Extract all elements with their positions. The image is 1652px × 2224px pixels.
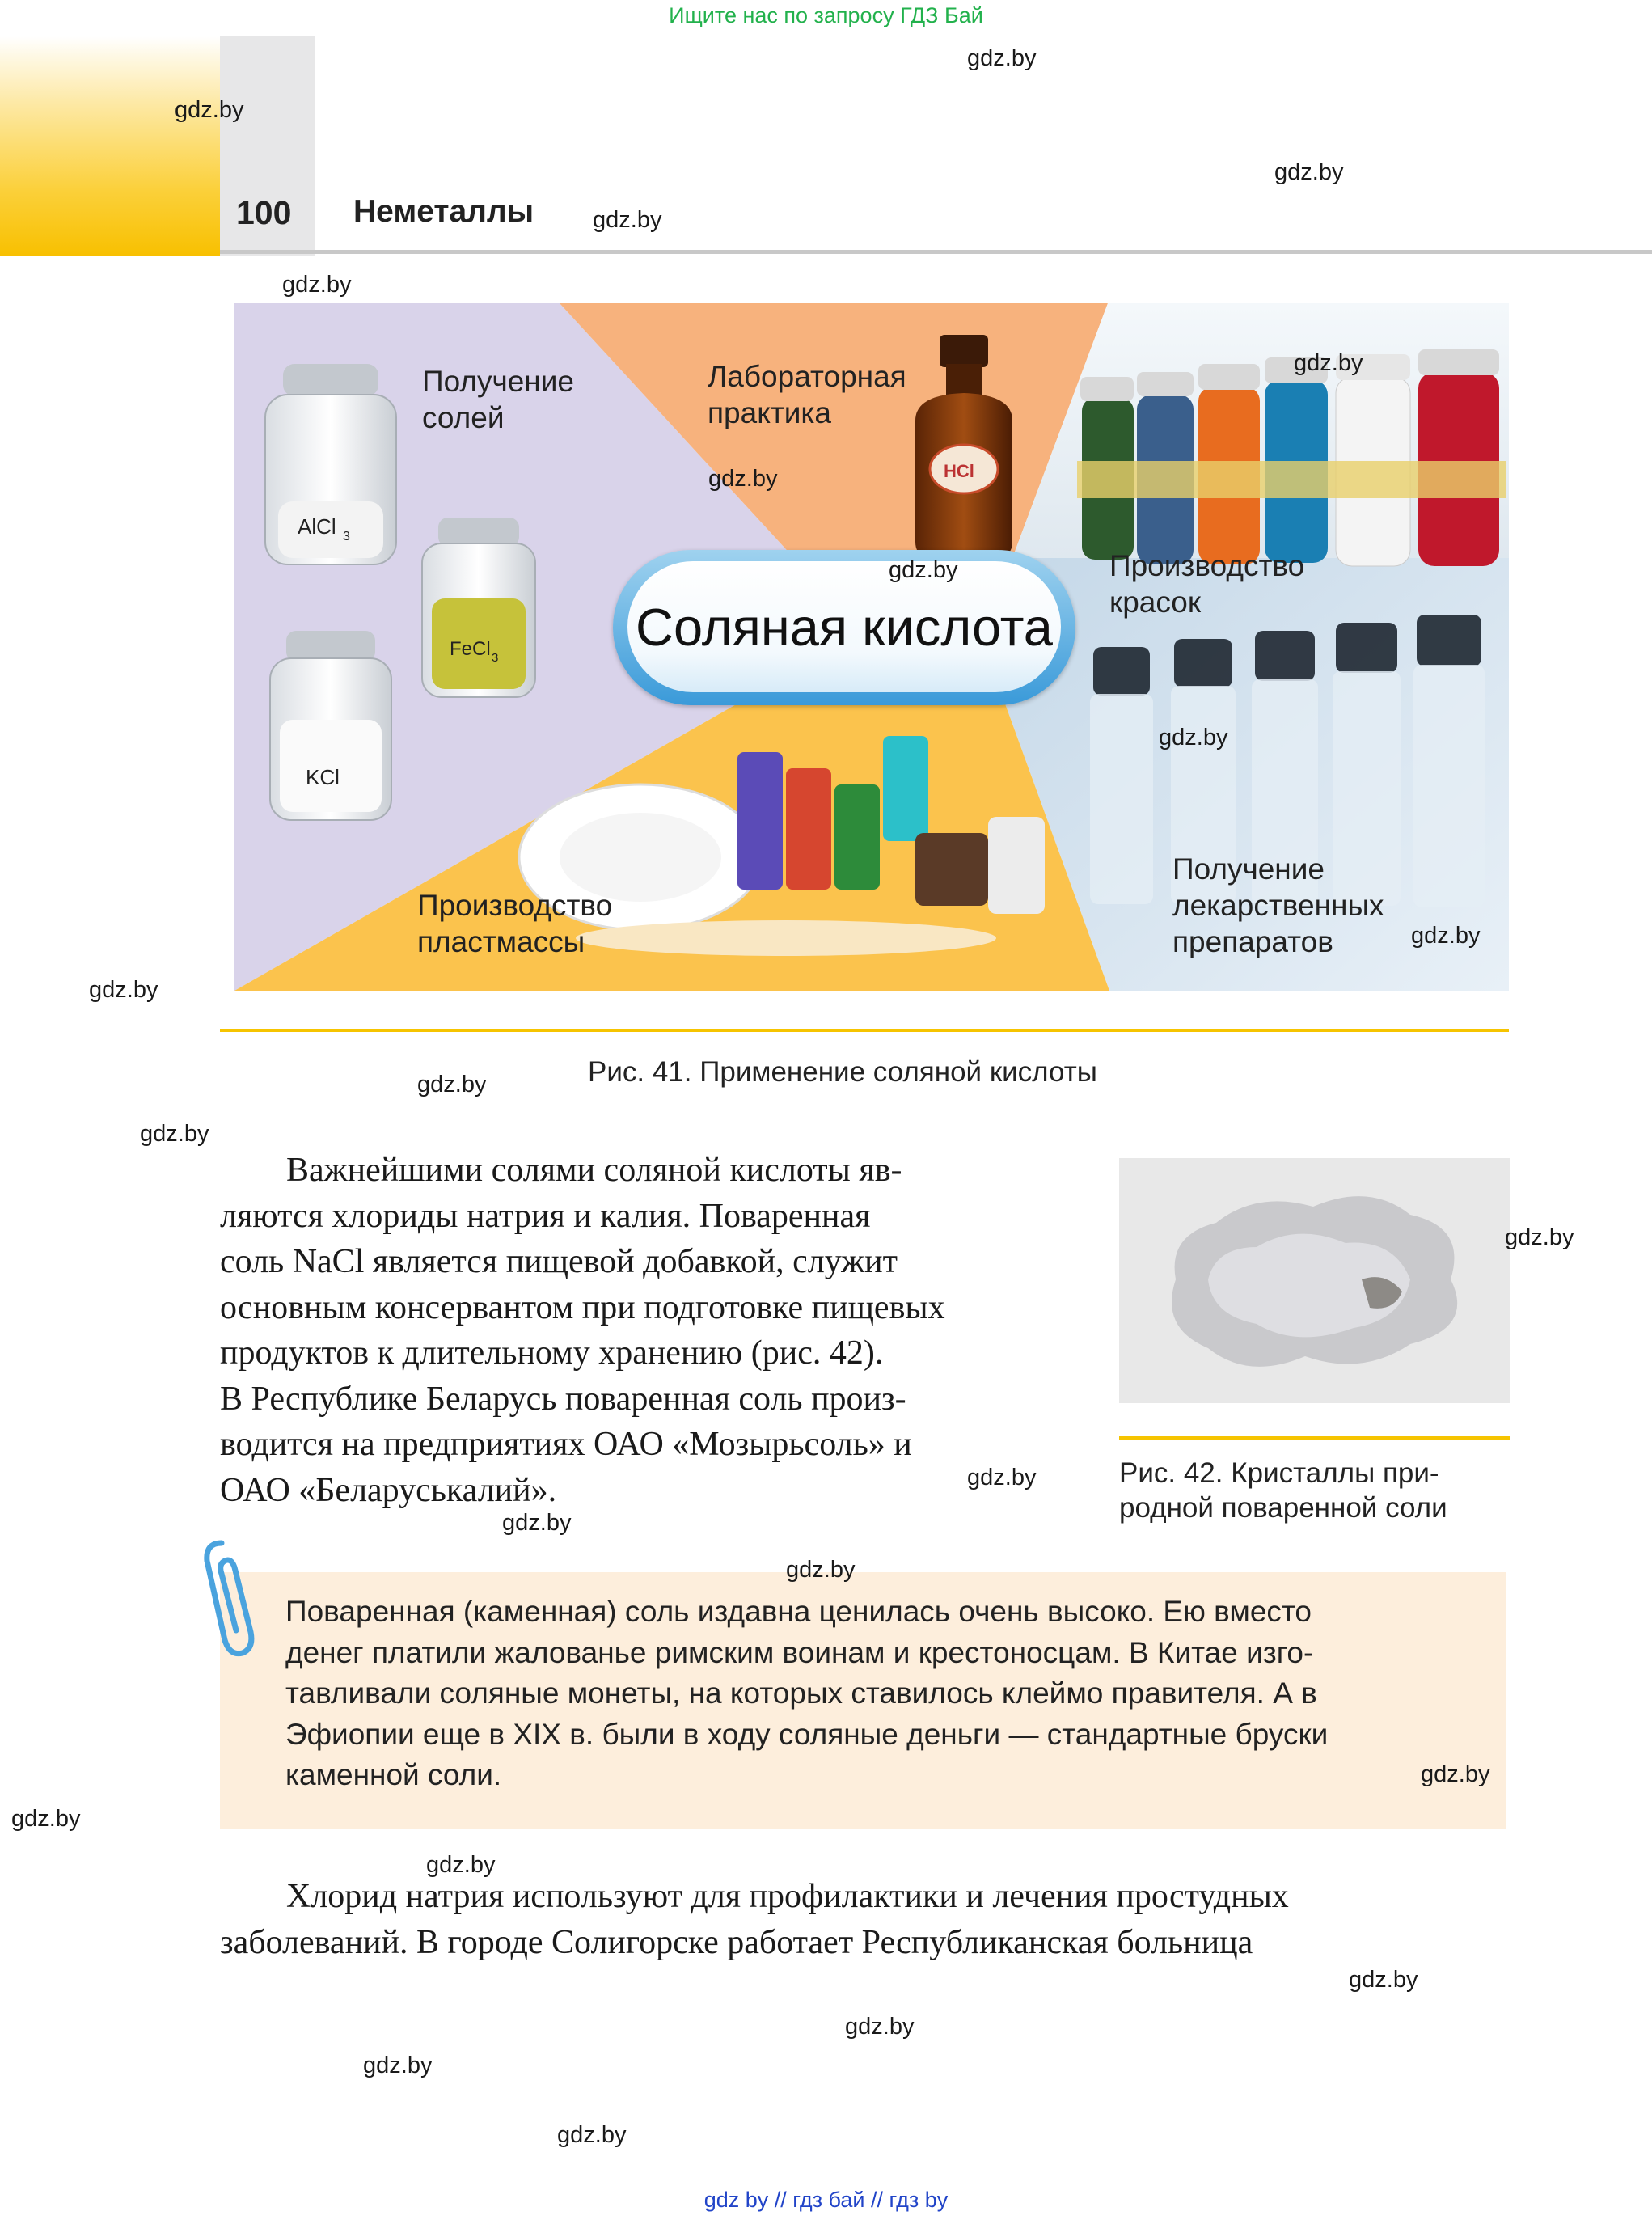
note-text: Поваренная (каменная) соль издавна ценилась очень высоко. Ею вместо денег платили жалованье римским воинам и крестоносцам. В Китае изго- тавливали соляные монеты, на которых ставилось клеймо правителя. А в Эфиопии еще в XIX в. были в ходу соляные деньги — стандартные бруски каменной соли. — [285, 1595, 1329, 1791]
watermark: gdz.by — [1294, 350, 1363, 376]
watermark: gdz.by — [593, 207, 662, 233]
watermark: gdz.by — [282, 272, 352, 298]
header-rule — [220, 250, 1652, 254]
top-search-link[interactable]: Ищите нас по запросу ГДЗ Бай — [669, 3, 983, 27]
jar-fecl3-sub: 3 — [492, 651, 499, 665]
last-paragraph: Хлорид натрия используют для профилактики и лечения простудных заболеваний. В городе Солигорске работает Республиканская больница — [220, 1878, 1289, 1961]
watermark: gdz.by — [140, 1121, 209, 1147]
watermark: gdz.by — [363, 2053, 433, 2078]
watermark: gdz.by — [889, 557, 958, 583]
figure-42-rule — [1119, 1436, 1510, 1440]
watermark: gdz.by — [786, 1557, 856, 1583]
watermark: gdz.by — [1159, 725, 1228, 750]
watermark: gdz.by — [1411, 923, 1481, 949]
watermark: gdz.by — [1274, 159, 1344, 185]
main-paragraph: Важнейшими солями соляной кислоты яв- ляются хлориды натрия и калия. Поваренная соль NaCl является пищевой добавкой, служит основным консервантом при подготовке пищевых продуктов к длительному хранению (рис. 42). В Республике Беларусь поваренная соль произ- водится на предприятиях ОАО «Мозырьсоль» и ОАО «Беларуськалий». — [220, 1152, 945, 1509]
chapter-title: Неметаллы — [353, 194, 534, 229]
watermark: gdz.by — [502, 1510, 572, 1536]
jar-fecl3-icon — [422, 518, 535, 697]
center-label: Соляная кислота — [627, 561, 1061, 692]
page-number: 100 — [236, 194, 292, 231]
watermark: gdz.by — [1349, 1967, 1418, 1993]
jar-alcl3-label: AlCl — [298, 514, 336, 539]
watermark: gdz.by — [89, 977, 158, 1003]
paperclip-icon — [197, 1535, 262, 1664]
watermark: gdz.by — [845, 2014, 915, 2040]
paint-bottles-icon — [1077, 349, 1506, 566]
figure-42-caption: Рис. 42. Кристаллы при- родной поваренной соли — [1119, 1457, 1447, 1524]
watermark: gdz.by — [967, 1465, 1037, 1490]
figure-41-caption: Рис. 41. Применение соляной кислоты — [588, 1056, 1097, 1088]
jar-fecl3-label: FeCl — [450, 638, 491, 660]
figure-41-rule — [220, 1029, 1509, 1032]
watermark: gdz.by — [11, 1806, 81, 1832]
watermark: gdz.by — [417, 1072, 487, 1097]
bottom-links[interactable]: gdz by // гдз бай // гдз by — [703, 2188, 949, 2212]
sector-paints-label: Производство красок — [1109, 549, 1305, 619]
sector-medicine-label: Получение лекарственных препаратов — [1172, 852, 1384, 958]
salt-crystal-photo — [1119, 1158, 1510, 1403]
watermark: gdz.by — [1421, 1761, 1490, 1787]
watermark: gdz.by — [967, 45, 1037, 71]
header-corner-decoration — [0, 36, 220, 256]
sector-salts-label: Получение солей — [422, 365, 574, 434]
hcl-bottle-label: HCl — [944, 461, 974, 481]
watermark: gdz.by — [708, 466, 778, 492]
sector-plastics-label: Производство пластмассы — [417, 889, 613, 958]
jar-alcl3-sub: 3 — [343, 530, 350, 543]
watermark: gdz.by — [426, 1852, 496, 1878]
jar-kcl-icon — [270, 631, 391, 820]
watermark: gdz.by — [1505, 1224, 1574, 1250]
jar-kcl-label: KCl — [306, 765, 340, 789]
watermark: gdz.by — [557, 2122, 627, 2148]
sector-lab-label: Лабораторная практика — [708, 360, 906, 429]
watermark: gdz.by — [175, 97, 244, 123]
